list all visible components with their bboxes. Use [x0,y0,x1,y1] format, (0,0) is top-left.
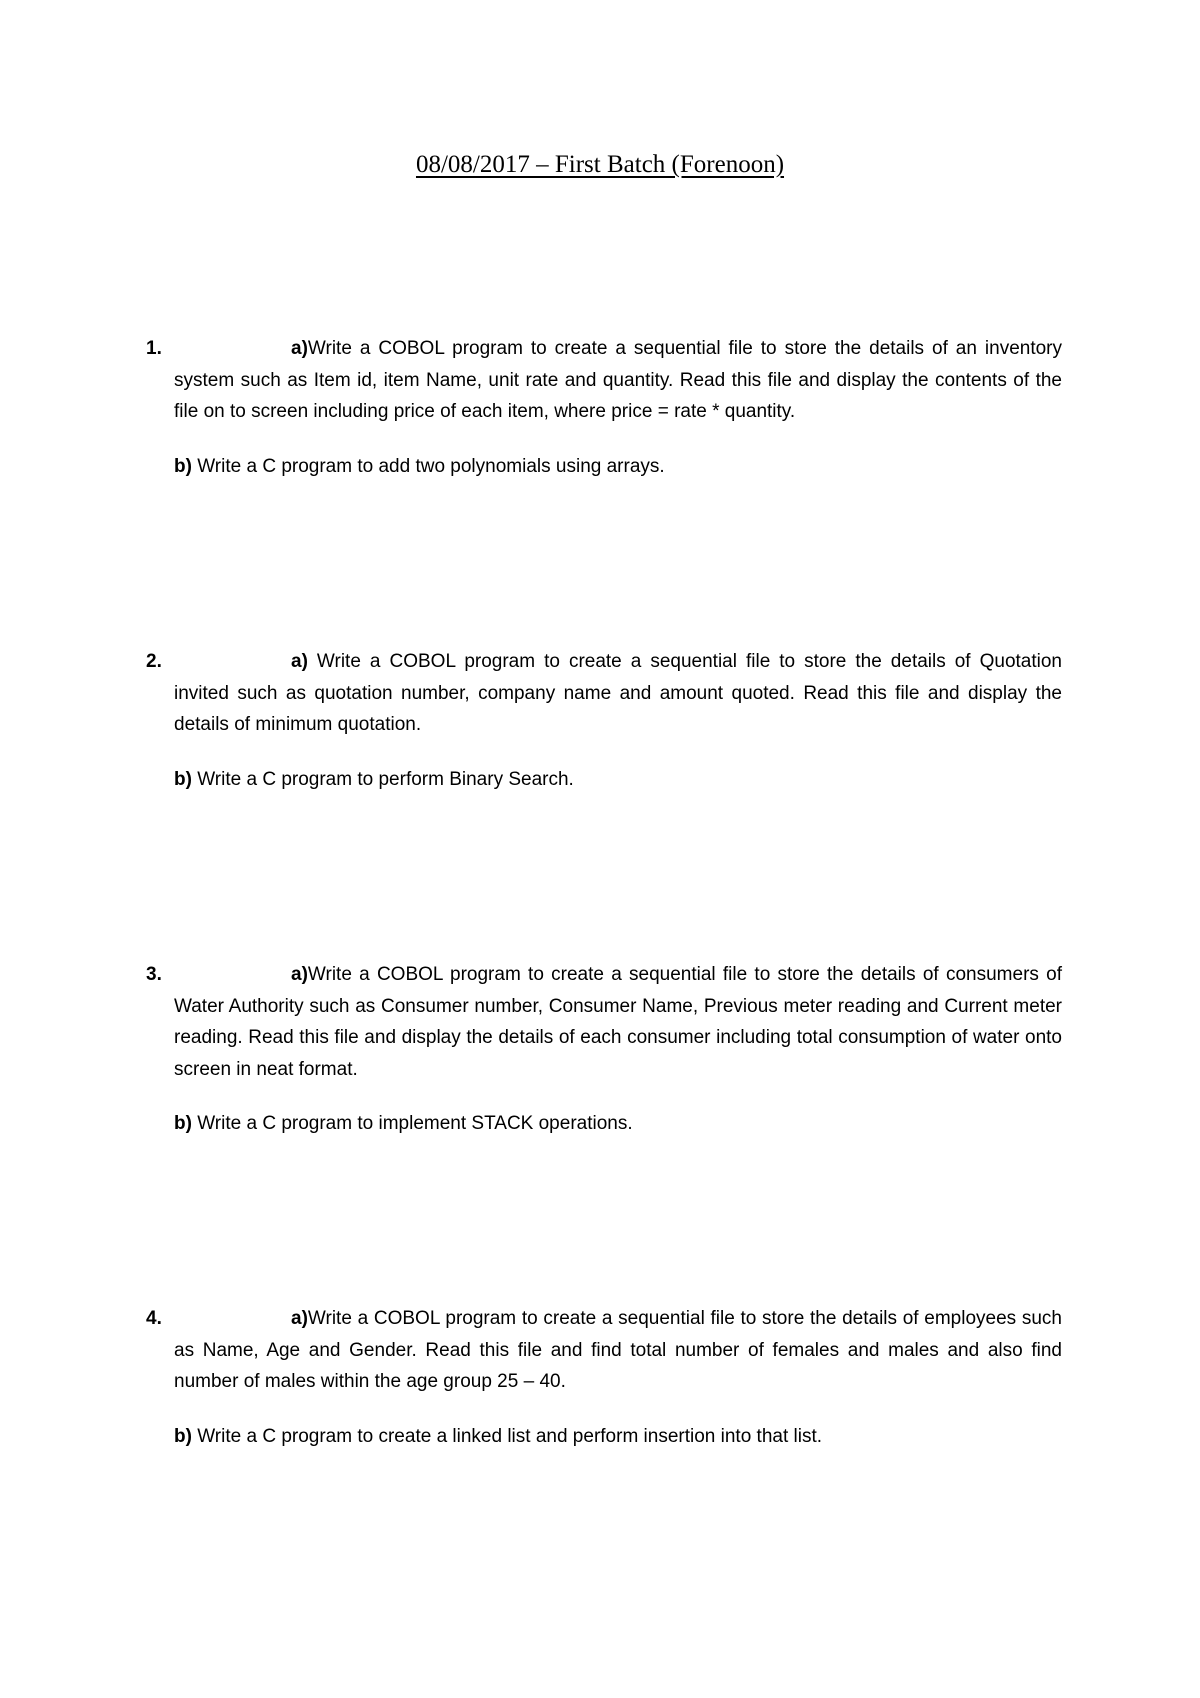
question-part-b [174,1108,1062,1140]
part-a-text: Write a COBOL program to create a sequential file to store the details of Quotation invited such as quotation number, company name and amount quoted. Read this file and display the details of minimum quotation. [174,651,1062,735]
question-part-b [174,764,1062,796]
question-4 [146,1303,1062,1452]
question-number: 2. [146,651,162,672]
part-a-text: Write a COBOL program to create a sequential file to store the details of employees such as Name, Age and Gender. Read this file and find total number of females and males and also find number of males within the age group 25 – 40. [174,1308,1062,1392]
question-number: 3. [146,964,162,985]
question-number: 4. [146,1308,162,1329]
part-a-text: Write a COBOL program to create a sequential file to store the details of consumers of Water Authority such as Consumer number, Consumer Name, Previous meter reading and Current meter reading. Read this file and display the details of each consumer including total consumption of water onto screen in neat format. [174,964,1062,1080]
question-2 [146,646,1062,795]
part-b-marker: b) [174,1425,192,1447]
question-part-a [174,1303,1062,1398]
question-number: 1. [146,338,162,359]
page-title: 08/08/2017 – First Batch (Forenoon) [415,151,785,178]
part-b-marker: b) [174,768,192,790]
question-part-a [174,959,1062,1085]
part-b-text: Write a C program to implement STACK operations. [191,1113,633,1134]
part-a-marker: a) [291,338,308,359]
part-b-text: Write a C program to perform Binary Search. [191,768,574,790]
question-3 [146,959,1062,1140]
part-b-text: Write a C program to create a linked list and perform insertion into that list. [191,1425,823,1447]
question-part-a [174,646,1062,741]
part-b-marker: b) [174,455,192,477]
question-part-a [174,333,1062,428]
part-b-marker: b) [174,1113,192,1134]
part-a-marker: a) [291,1308,308,1329]
part-a-marker: a) [291,964,308,985]
part-a-marker: a) [291,651,308,672]
part-a-text: Write a COBOL program to create a sequential file to store the details of an inventory system such as Item id, item Name, unit rate and quantity. Read this file and display the contents of the file on to screen including price of each item, where price = rate * quantity. [174,338,1062,422]
part-b-text: Write a C program to add two polynomials using arrays. [191,455,665,477]
question-part-b [174,1421,1062,1453]
question-part-b [174,451,1062,483]
question-1 [146,333,1062,482]
